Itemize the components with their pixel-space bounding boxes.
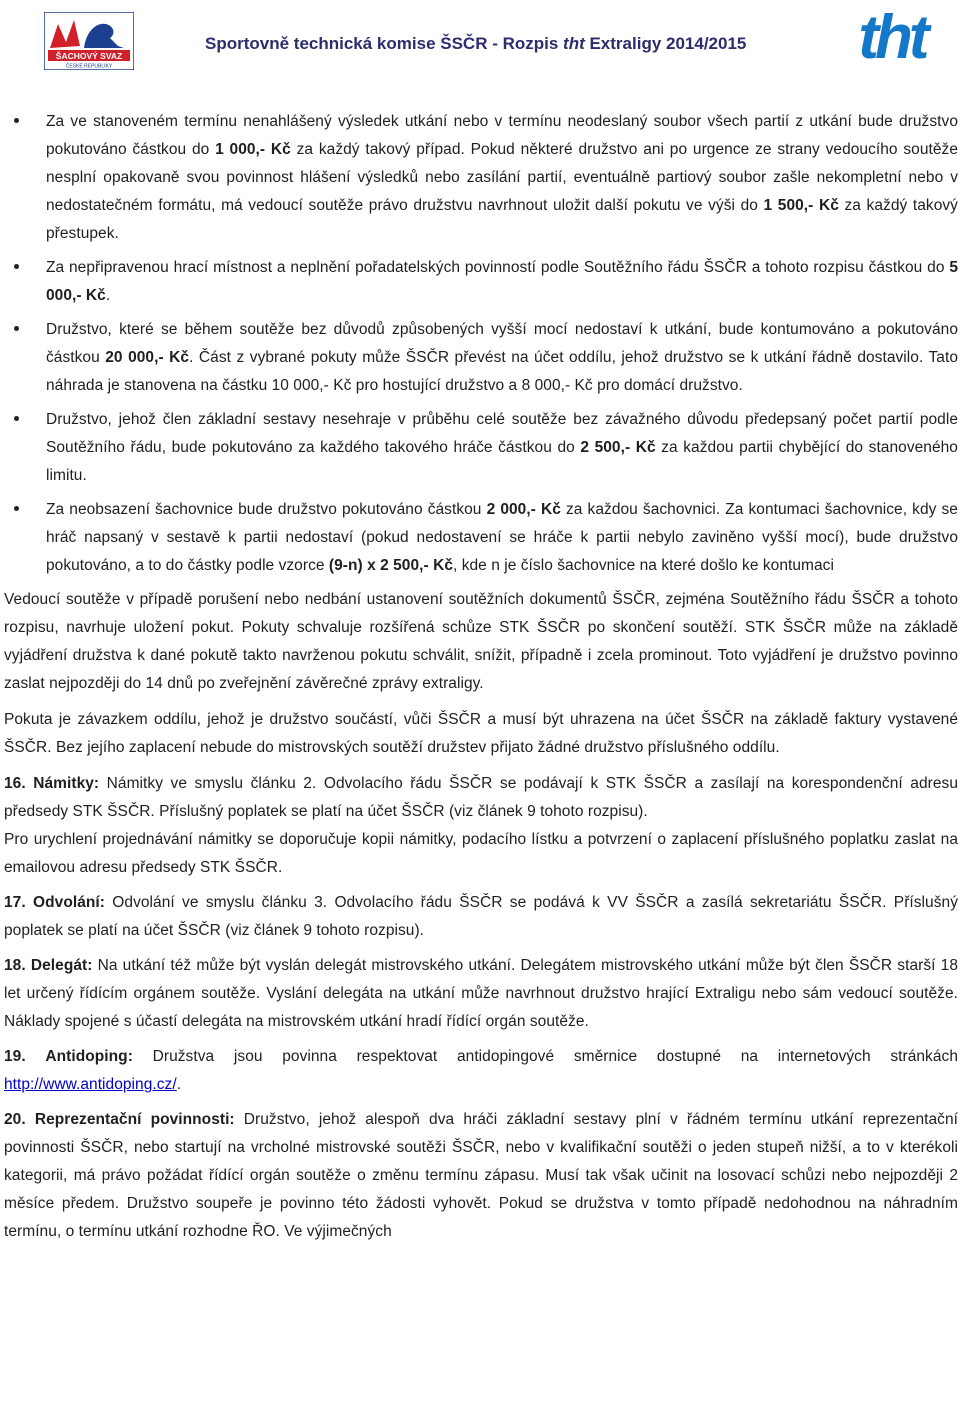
section-label: Antidoping: — [45, 1048, 133, 1065]
header-title-italic: tht — [563, 34, 585, 53]
section-label: Reprezentační povinnosti: — [34, 1111, 235, 1128]
section-17-appeal: 17. Odvolání: Odvolání ve smyslu článku 3. Odvolacího řádu ŠSČR se podává k VV ŠSČR a zasílá sekretariátu ŠSČR. Příslušný poplatek se platí na účet ŠSČR (viz článek 9 tohoto rozpisu). — [4, 894, 958, 939]
page-header-title — [205, 34, 746, 54]
header-title-suffix: Extraligy 2014/2015 — [584, 34, 747, 53]
list-item: Družstvo, které se během soutěže bez důvodů způsobených vyšší mocí nedostaví k utkání, bude kontumováno a pokutováno částkou 20 000,- Kč. Část z vybrané pokuty může ŠSČR převést na účet oddílu, jehož družstvo se k utkání řádně dostavilo. Tato náhrada je stanovena na částku 10 000,- Kč pro hostující družstvo a 8 000,- Kč pro domácí družstvo. — [4, 316, 958, 400]
logo-text-line2: ČESKÉ REPUBLIKY — [65, 63, 113, 70]
list-item: Družstvo, jehož člen základní sestavy nesehraje v průběhu celé soutěže bez závažného důvodu předepsaný počet partií podle Soutěžního řádu, bude pokutováno za každého takového hráče částkou do 2 500,- Kč za každou partii chybějící do stanoveného limitu. — [4, 406, 958, 490]
section-number: 20. — [4, 1111, 26, 1128]
section-16-objections: 16. Námitky: Námitky ve smyslu článku 2. Odvolacího řádu ŠSČR se podávají k STK ŠSČR a zasílají na korespondenční adresu předsedy STK ŠSČR. Příslušný poplatek se platí na účet ŠSČR (viz článek 9 tohoto rozpisu). Pro urychlení projednávání námitky se doporučuje kopii námitky, podacího lístku a potvrzení o zaplacení příslušného poplatku zaslat na emailovou adresu předsedy STK ŠSČR. — [4, 775, 958, 876]
logo-text-line1: ŠACHOVÝ SVAZ — [55, 51, 123, 61]
document-body — [4, 108, 958, 1253]
section-number: 17. — [4, 894, 26, 911]
section-label: Námitky: — [33, 775, 100, 792]
section-label: Odvolání: — [33, 894, 105, 911]
section-20-representation: 20. Reprezentační povinnosti: Družstvo, jehož alespoň dva hráči základní sestavy plní v řádném termínu utkání reprezentační povinnosti ŠSČR, nebo startují na vrcholné mistrovské soutěži ŠSČR, nebo v kvalifikační soutěži o jeden stupeň nižší, a to v kterékoli kategorii, má právo požádat řídící orgán soutěže o změnu termínu zápasu. Musí tak však učinit na losovací schůzi nebo nejpozději 2 měsíce předem. Družstvo soupeře je povinno této žádosti vyhovět. Pokud se družstva v tomto případě nedohodnou na náhradním termínu, o termínu utkání rozhodne ŘO. Ve výjimečných — [4, 1111, 958, 1240]
section-19-antidoping: 19. Antidoping: Družstva jsou povinna respektovat antidopingové směrnice dostupné na internetových stránkách http://www.antidoping.cz/. — [4, 1048, 958, 1093]
section-18-delegate: 18. Delegát: Na utkání též může být vyslán delegát mistrovského utkání. Delegátem mistrovského utkání může být člen ŠSČR starší 18 let určený řídícím orgánem soutěže. Vyslání delegáta na utkání může navrhnout družstvo hrající Extraligu nebo sám vedoucí soutěže. Náklady spojené s účastí delegáta na mistrovském utkání hradí řídící orgán soutěže. — [4, 957, 959, 1030]
paragraph-penalty-payment: Pokuta je závazkem oddílu, jehož je družstvo součástí, vůči ŠSČR a musí být uhrazena na účet ŠSČR na základě faktury vystavené ŠSČR. Bez jejího zaplacení nebude do mistrovských soutěží družstev přijato žádné družstvo příslušného oddílu. — [4, 711, 958, 756]
page-header — [0, 0, 960, 90]
section-label: Delegát: — [30, 957, 93, 974]
section-number: 18. — [4, 957, 26, 974]
list-item: Za ve stanoveném termínu nenahlášený výsledek utkání nebo v termínu neodeslaný soubor všech partií z utkání bude družstvo pokutováno částkou do 1 000,- Kč za každý takový případ. Pokud některé družstvo ani po urgence ze strany vedoucího soutěže nesplní opakovaně svou povinnost hlášení výsledků nebo zasílání partií, eventuálně partiový soubor zašle nekompletní nebo v nedostatečném formátu, má vedoucí soutěže právo družstvu navrhnout uložit další pokutu ve výši do 1 500,- Kč za každý takový přestupek. — [4, 108, 958, 248]
paragraph-penalty-approval: Vedoucí soutěže v případě porušení nebo nedbání ustanovení soutěžních dokumentů ŠSČR, zejména Soutěžního řádu ŠSČR a tohoto rozpisu, navrhuje uložení pokut. Pokuty schvaluje rozšířená schůze STK ŠSČR po skončení soutěží. STK ŠSČR může na základě vyjádření družstva k dané pokutě takto navrženou pokutu schválit, snížit, případně i zcela prominout. Toto vyjádření je družstvo povinno zaslat nejpozději do 14 dnů po zveřejnění závěrečné zprávy extraligy. — [4, 591, 958, 692]
tht-logo — [852, 4, 932, 68]
tht-logo-text: tht — [858, 4, 926, 68]
list-item: Za neobsazení šachovnice bude družstvo pokutováno částkou 2 000,- Kč za každou šachovnici. Za kontumaci šachovnice, kdy se hráč napsaný v sestavě k partii nedostaví (pokud nedostavení se hráče k partii nebylo zaviněno vyšší mocí), bude družstvo pokutováno, a to do částky podle vzorce (9-n) x 2 500,- Kč, kde n je číslo šachovnice na které došlo ke kontumaci — [4, 496, 958, 580]
chess-federation-logo — [44, 12, 134, 70]
penalty-list — [4, 108, 958, 580]
section-number: 19. — [4, 1048, 26, 1065]
list-item: Za nepřipravenou hrací místnost a neplnění pořadatelských povinností podle Soutěžního řádu ŠSČR a tohoto rozpisu částkou do 5 000,- Kč. — [4, 254, 958, 310]
antidoping-link[interactable]: http://www.antidoping.cz/ — [4, 1076, 177, 1093]
header-title-prefix: Sportovně technická komise ŠSČR - Rozpis — [205, 34, 564, 53]
section-number: 16. — [4, 775, 26, 792]
